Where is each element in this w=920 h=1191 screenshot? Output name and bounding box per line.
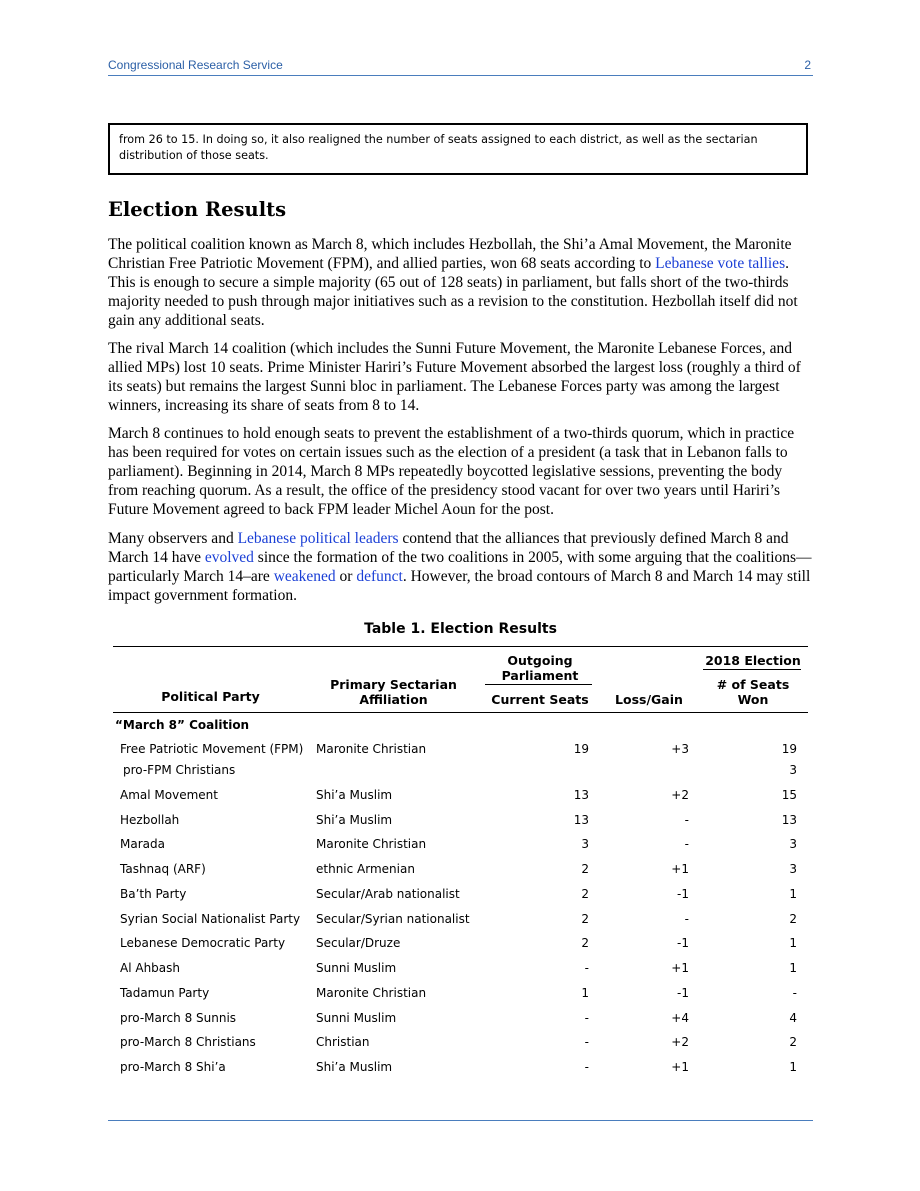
cell-sect: Christian — [316, 1035, 370, 1049]
cell-sect: Secular/Arab nationalist — [316, 887, 460, 901]
cell-won: 13 — [781, 813, 797, 827]
paragraph-4-text-d: or — [335, 568, 357, 585]
cell-won: 3 — [789, 862, 797, 876]
cell-sect: Secular/Druze — [316, 936, 401, 950]
paragraph-4-text-e: . However, the broad contours of March 8 and March 14 may still impact government formation. — [108, 568, 811, 604]
cell-change: -1 — [677, 986, 689, 1000]
paragraph-1-text-a: The political coalition known as March 8, which includes Hezbollah, the Shi’a Amal Movement, the Maronite Christian Free Patriotic Movement (FPM), and allied parties, won 68 seats according to — [108, 236, 792, 272]
cell-party: Lebanese Democratic Party — [120, 936, 286, 950]
group-label: “March 8” Coalition — [115, 718, 250, 732]
cell-won: 1 — [789, 936, 797, 950]
cell-party: Ba’th Party — [120, 887, 187, 901]
header-lossgain: Loss/Gain — [615, 692, 683, 707]
cell-change: -1 — [677, 887, 689, 901]
paragraph-4-text-b: contend that the alliances that previously defined March 8 and March 14 have — [108, 530, 789, 566]
cell-party: Tashnaq (ARF) — [120, 862, 206, 876]
cell-party: Syrian Social Nationalist Party — [120, 912, 301, 926]
link-defunct[interactable]: defunct — [356, 568, 403, 585]
cell-sect: Sunni Muslim — [316, 1011, 397, 1025]
cell-current: 2 — [581, 887, 589, 901]
cell-change: - — [684, 813, 689, 827]
cell-change: +1 — [671, 961, 689, 975]
election-results-table — [113, 644, 808, 1084]
cell-won: 3 — [789, 763, 797, 777]
cell-sect: Shi’a Muslim — [316, 813, 393, 827]
header-current: Current Seats — [491, 692, 589, 707]
cell-change: -1 — [677, 936, 689, 950]
cell-party: Marada — [120, 837, 165, 851]
cell-change: +2 — [671, 1035, 689, 1049]
cell-current: 2 — [581, 862, 589, 876]
cell-party: pro-March 8 Sunnis — [120, 1011, 237, 1025]
cell-change: +1 — [671, 1060, 689, 1074]
cell-change: +4 — [671, 1011, 689, 1025]
paragraph-4-text-c: since the formation of the two coalitions in 2005, with some arguing that the coalitions—particularly March 14–are — [108, 549, 812, 585]
cell-current: 19 — [573, 742, 589, 756]
cell-current: 2 — [581, 912, 589, 926]
cell-change: +2 — [671, 788, 689, 802]
cell-current: - — [584, 961, 589, 975]
paragraph-1-text-b: . This is enough to secure a simple majority (65 out of 128 seats) in parliament, but falls short of the two-thirds majority needed to push through major initiatives such as a revision to the constitution. Hezbollah itself did not gain any additional seats. — [108, 255, 798, 329]
cell-sect: Maronite Christian — [316, 837, 427, 851]
header-outgoing-rule — [485, 684, 592, 685]
cell-won: 1 — [789, 887, 797, 901]
cell-won: 1 — [789, 961, 797, 975]
cell-change: - — [684, 837, 689, 851]
cell-sect: Sunni Muslim — [316, 961, 397, 975]
cell-won: 1 — [789, 1060, 797, 1074]
cell-sect: Shi’a Muslim — [316, 1060, 393, 1074]
paragraph-4-text-a: Many observers and — [108, 530, 238, 547]
cell-sect: Maronite Christian — [316, 986, 427, 1000]
cell-party: pro-FPM Christians — [123, 763, 236, 777]
cell-current: - — [584, 1060, 589, 1074]
cell-party: Amal Movement — [120, 788, 218, 802]
cell-sect: Shi’a Muslim — [316, 788, 393, 802]
header-party: Political Party — [161, 689, 260, 704]
cell-current: - — [584, 1035, 589, 1049]
cell-change: +3 — [671, 742, 689, 756]
cell-change: - — [684, 912, 689, 926]
paragraph-2: The rival March 14 coalition (which includes the Sunni Future Movement, the Maronite Lebanese Forces, and allied MPs) lost 10 seats. Prime Minister Hariri’s Future Movement absorbed the largest loss (roughly a third of its seats) but remains the largest Sunni bloc in parliament. The Lebanese Forces party was among the largest winners, increasing its share of seats from 8 to 14. — [108, 340, 801, 414]
table-header-rule — [113, 712, 808, 713]
header-won: # of Seats Won — [716, 677, 790, 707]
footer-rule — [108, 1120, 813, 1121]
cell-won: - — [792, 986, 797, 1000]
header-sect: Primary Sectarian Affiliation — [330, 677, 457, 707]
section-title: Election Results — [108, 198, 287, 221]
cell-current: 2 — [581, 936, 589, 950]
cell-sect: ethnic Armenian — [316, 862, 415, 876]
cell-current: - — [584, 1011, 589, 1025]
paragraph-3: March 8 continues to hold enough seats to prevent the establishment of a two-thirds quorum, which in practice has been required for votes on certain issues such as the election of a president (a task that in Lebanon falls to parliament). Beginning in 2014, March 8 MPs repeatedly boycotted legislative sessions, preventing the body from reaching quorum. As a result, the office of the presidency stood vacant for over two years until Hariri’s Future Movement agreed to back FPM leader Michel Aoun for the post. — [108, 425, 795, 518]
cell-won: 4 — [789, 1011, 797, 1025]
cell-won: 15 — [781, 788, 797, 802]
link-lebanese-political-leaders[interactable]: Lebanese political leaders — [237, 530, 399, 547]
link-weakened[interactable]: weakened — [273, 568, 336, 585]
cell-current: 13 — [573, 813, 589, 827]
cell-sect: Secular/Syrian nationalist — [316, 912, 470, 926]
cell-won: 19 — [781, 742, 797, 756]
link-lebanese-vote-tallies[interactable]: Lebanese vote tallies — [655, 255, 786, 272]
cell-party: pro-March 8 Christians — [120, 1035, 256, 1049]
cell-won: 2 — [789, 912, 797, 926]
header-outgoing: Outgoing Parliament — [501, 653, 579, 683]
cell-current: 13 — [573, 788, 589, 802]
cell-current: 3 — [581, 837, 589, 851]
cell-party: pro-March 8 Shi’a — [120, 1060, 226, 1074]
header-source: Congressional Research Service — [108, 58, 283, 72]
cell-party: Hezbollah — [120, 813, 180, 827]
cell-won: 3 — [789, 837, 797, 851]
header-election: 2018 Election — [705, 653, 801, 668]
paragraph-1 — [108, 235, 813, 330]
cell-current: 1 — [581, 986, 589, 1000]
cell-won: 2 — [789, 1035, 797, 1049]
cell-party: Free Patriotic Movement (FPM) — [120, 742, 304, 756]
header-election-rule — [703, 669, 801, 670]
link-evolved[interactable]: evolved — [204, 549, 254, 566]
table-top-rule — [113, 646, 808, 647]
paragraph-4 — [108, 529, 813, 605]
cell-sect: Maronite Christian — [316, 742, 427, 756]
cell-party: Tadamun Party — [120, 986, 210, 1000]
cell-change: +1 — [671, 862, 689, 876]
cell-party: Al Ahbash — [120, 961, 180, 975]
box-note: from 26 to 15. In doing so, it also realigned the number of seats assigned to each district, as well as the sectarian distribution of those seats. — [108, 123, 808, 175]
page-number: 2 — [804, 58, 811, 72]
page-header — [108, 58, 813, 76]
table-caption: Table 1. Election Results — [364, 621, 557, 637]
